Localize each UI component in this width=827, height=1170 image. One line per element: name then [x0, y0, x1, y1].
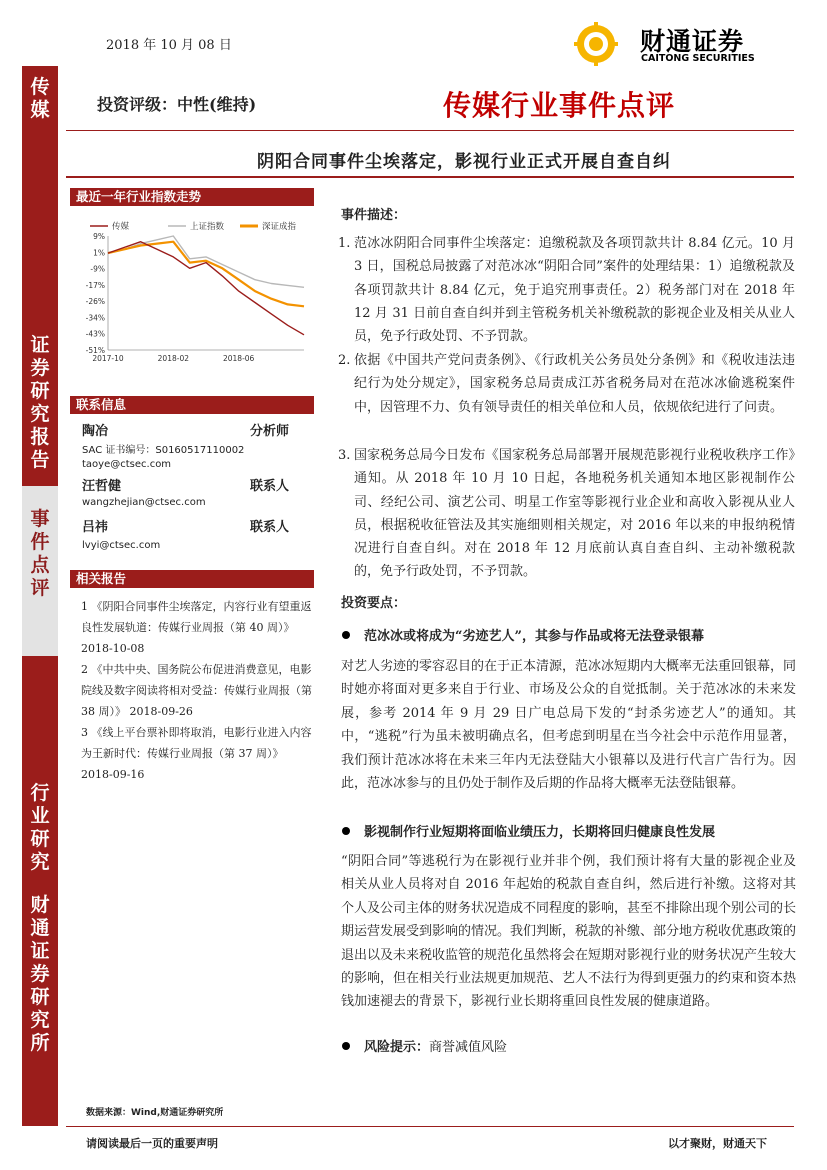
point-heading — [342, 625, 704, 644]
contact-name: 陶冶 — [82, 424, 109, 439]
y-tick-label: -34% — [85, 313, 105, 323]
x-tick-label: 2018-06 — [222, 354, 255, 363]
y-tick-label: 1% — [93, 248, 105, 258]
x-tick-label: 2018-02 — [157, 354, 190, 363]
event-item — [333, 444, 795, 584]
event-text: 依据《中国共产党问责条例》、《行政机关公务员处分条例》和《税收违法违纪行为处分规定》，国家税务总局责成江苏省税务局对在范冰冰偷逃税案件中，因管理不力、负有领导责任的相关单位和人员，依规依纪进行了问责。 — [354, 353, 795, 415]
legend-label: 上证指数 — [190, 222, 225, 232]
y-tick-label: -17% — [85, 280, 105, 290]
event-number: 2. — [338, 353, 351, 368]
related-reports-list — [81, 596, 317, 785]
legend-label: 传媒 — [112, 222, 130, 232]
bullet-icon — [342, 631, 350, 639]
header-divider — [66, 130, 794, 131]
event-text: 国家税务总局今日发布《国家税务总局部署开展规范影视行业税收秩序工作》通知。从 2018 年 10 月 10 日起，各地税务机关通知本地区影视制作公司、经纪公司、演艺公司、明星工作室等影视行业企业和高收入影视从业人员，根据税收征管法及其实施细则相关规定，对 2016 年以来的申报纳税情况进行自查自纠。对在 2018 年 12 月底前认真自查自纠、主动补缴税款的，免予行政处罚，不予罚款。 — [354, 448, 795, 580]
point-heading — [342, 821, 715, 840]
contact-name: 吕祎 — [82, 520, 109, 535]
y-tick-label: -51% — [85, 346, 105, 355]
legend-label: 深证成指 — [262, 222, 297, 232]
point-paragraph: 对艺人劣迹的零容忍目的在于正本清源，范冰冰短期内大概率无法重回银幕，同时她亦将面对更多来自于行业、市场及公众的自觉抵制。关于范冰冰的未来发展，参考 2014 年 9 月 29 日广电总局下发的“封杀劣迹艺人”的通知。其中，“逃税”行为虽未被明确点名，但考虑到明星在当今社会中示范作用显著，我们预计范冰冰将在未来三年内无法登陆大小银幕以及进行代言广告行为。因此，范冰冰参与的且仍处于制作及后期的作品将大概率无法登陆银幕。 — [341, 659, 797, 792]
chart-section-title: 最近一年行业指数走势 — [70, 188, 314, 206]
risk-text: 商誉减值风险 — [429, 1040, 508, 1055]
event-item — [333, 232, 795, 348]
contact-role: 联系人 — [250, 479, 290, 494]
risk-label: 风险提示： — [364, 1040, 430, 1055]
logo-chinese-name: 财通证券 — [640, 27, 745, 56]
y-tick-label: -43% — [85, 329, 105, 339]
bullet-icon — [342, 1042, 350, 1050]
risk-note — [342, 1036, 507, 1055]
contact-name: 汪哲健 — [82, 479, 122, 494]
contact-section-title: 联系信息 — [70, 396, 314, 414]
point-title: 影视制作行业短期将面临业绩压力，长期将回归健康良性发展 — [364, 825, 716, 840]
bullet-icon — [342, 827, 350, 835]
logo-english-name: CAITONG SECURITIES — [641, 53, 755, 64]
sidebar-industry: 传媒 — [30, 76, 50, 121]
y-tick-label: -26% — [85, 297, 105, 307]
footer-divider — [66, 1126, 794, 1127]
footer-slogan: 以才聚财，财通天下 — [668, 1137, 767, 1150]
report-subtitle: 阴阳合同事件尘埃落定，影视行业正式开展自查自纠 — [257, 152, 671, 172]
series-line-shenzhen — [108, 242, 304, 307]
investment-rating: 投资评级：中性(维持) — [97, 95, 257, 114]
contact-role: 联系人 — [250, 520, 290, 535]
contact-email[interactable]: taoye@ctsec.com — [82, 459, 172, 470]
contact-email[interactable]: wangzhejian@ctsec.com — [82, 497, 206, 508]
report-title: 传媒行业事件点评 — [443, 89, 676, 122]
contact-email[interactable]: lvyi@ctsec.com — [82, 540, 161, 551]
x-tick-label: 2017-10 — [92, 354, 124, 363]
point-title: 范冰冰或将成为“劣迹艺人”，其参与作品或将无法登录银幕 — [364, 629, 704, 644]
related-report-item[interactable]: 2 《中共中央、国务院公布促进消费意见，电影院线及数字阅读将相对受益：传媒行业周报（第 38 周）》 2018-09-26 — [81, 663, 312, 718]
y-tick-label: 9% — [93, 232, 105, 241]
points-heading: 投资要点： — [341, 596, 407, 611]
y-tick-label: -9% — [90, 264, 105, 274]
point-paragraph: “阴阳合同”等逃税行为在影视行业并非个例，我们预计将有大量的影视企业及相关从业人员将对自 2016 年起始的税款自查自纠，然后进行补缴。这将对其个人及公司主体的财务状况造成不同程度的影响，甚至不排除出现个别公司的长期运营发展受到影响的情况。我们判断，税款的补缴、部分地方税收优惠政策的退出以及未来税收监管的规范化虽然将会在短期对影视行业的财务状况产生较大的影响，但在相关行业法规更加规范、艺人不法行为得到更强力的约束和资本热钱加速褪去的背景下，影视行业长期将重回良性发展的健康道路。 — [341, 854, 797, 1010]
related-report-item[interactable]: 3 《线上平台票补即将取消，电影行业进入内容为王新时代：传媒行业周报（第 37 周）》 2018-09-16 — [81, 726, 312, 781]
report-date: 2018 年 10 月 08 日 — [106, 38, 232, 53]
footer-disclaimer[interactable]: 请阅读最后一页的重要声明 — [86, 1137, 218, 1150]
sidebar-industry-research: 行业研究 — [30, 782, 50, 873]
related-section-title: 相关报告 — [70, 570, 314, 588]
sidebar-report-type: 证券研究报告 — [30, 334, 50, 471]
event-number: 1. — [338, 236, 351, 251]
contact-role: 分析师 — [250, 424, 290, 439]
event-number: 3. — [338, 448, 351, 463]
events-heading: 事件描述： — [341, 208, 407, 223]
sidebar-event-block — [22, 486, 58, 656]
subtitle-divider — [66, 176, 794, 178]
contact-cert: SAC 证书编号：S0160517110002 — [82, 445, 245, 456]
event-text: 范冰冰阴阳合同事件尘埃落定：追缴税款及各项罚款共计 8.84 亿元。10 月 3 日，国税总局披露了对范冰冰“阴阳合同”案件的处理结果：1）追缴税款及各项罚款共计 8.84 亿元，免于追究刑事责任。2）税务部门对在 2018 年 12 月 31 日前自查自纠并到主管税务机关补缴税款的影视企业及相关从业人员，免予行政处罚、不予罚款。 — [354, 236, 795, 345]
data-source: 数据来源：Wind,财通证券研究所 — [86, 1108, 224, 1118]
related-report-item[interactable]: 1 《阴阳合同事件尘埃落定，内容行业有望重返良性发展轨道：传媒行业周报（第 40 周）》 2018-10-08 — [81, 600, 312, 655]
series-line-media — [108, 242, 304, 335]
sidebar-institute: 财通证券研究所 — [30, 894, 50, 1054]
sidebar-event: 事件点评 — [30, 508, 50, 599]
index-trend-chart — [76, 214, 312, 374]
event-item — [333, 349, 795, 419]
sidebar-bar — [22, 66, 58, 1126]
